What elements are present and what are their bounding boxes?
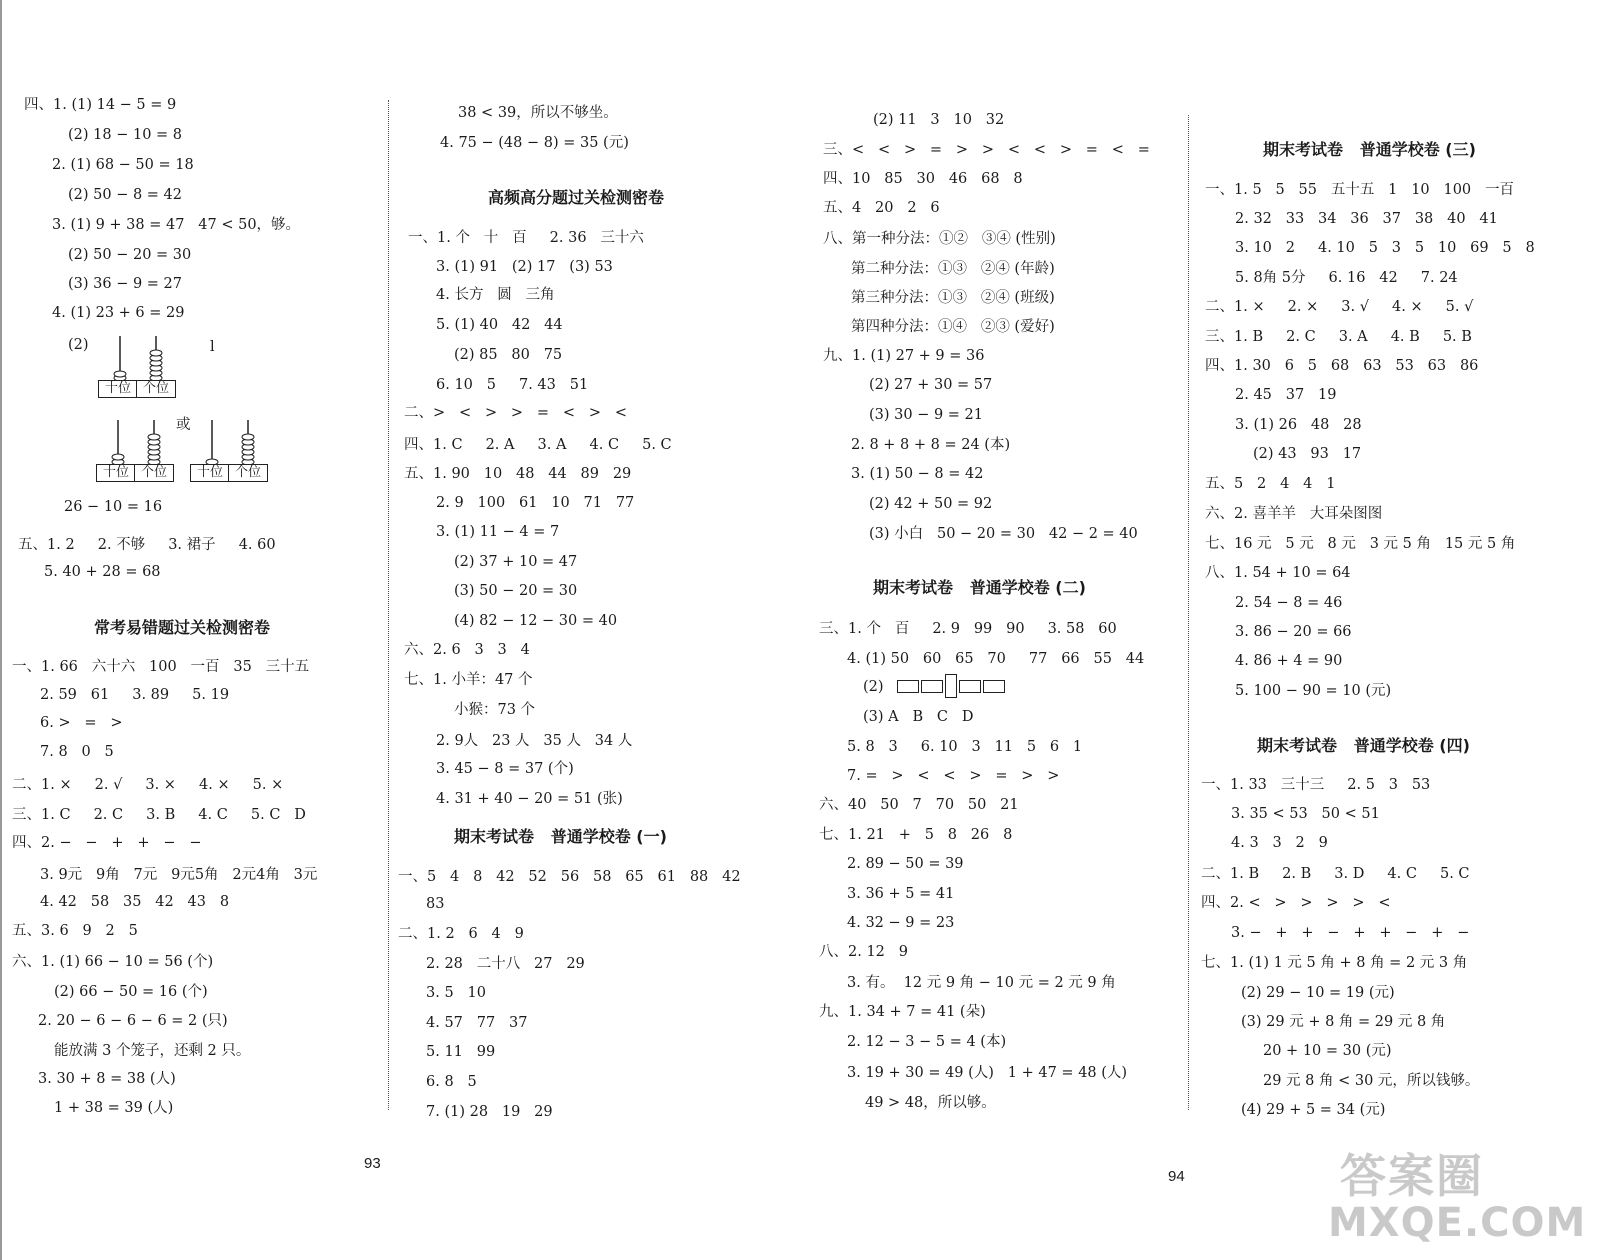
- column-4: [1168, 0, 1595, 1260]
- answer-line: 2. 45 37 19: [1235, 387, 1337, 403]
- answer-line: (2) 29 − 10 = 19 (元): [1241, 985, 1395, 1001]
- answer-line: 3. 9元 9角 7元 9元5角 2元4角 3元: [40, 867, 318, 883]
- answer-line: 五、1. 2 2. 不够 3. 裙子 4. 60: [18, 537, 276, 553]
- answer-line: 五、1. 90 10 48 44 89 29: [404, 466, 632, 482]
- answer-line: 4. 31 + 40 − 20 = 51 (张): [436, 791, 623, 807]
- answer-line: 3. 45 − 8 = 37 (个): [436, 761, 574, 777]
- answer-line: 八、1. 54 + 10 = 64: [1205, 565, 1351, 581]
- answer-line: 一、1. 66 六十六 100 一百 35 三十五: [12, 659, 310, 675]
- answer-line: 三、1. C 2. C 3. B 4. C 5. C D: [12, 807, 306, 823]
- answer-line: 4. (1) 23 + 6 = 29: [52, 305, 185, 321]
- answer-line: 26 − 10 = 16: [64, 499, 163, 515]
- answer-line: 29 元 8 角 < 30 元，所以钱够。: [1263, 1073, 1480, 1089]
- answer-line: (2) 50 − 8 = 42: [68, 187, 183, 203]
- answer-line: 二、> < > > = < > <: [404, 405, 627, 421]
- shape-sequence: [897, 674, 1007, 698]
- answer-line: (3) 30 − 9 = 21: [869, 407, 984, 423]
- answer-line: (4) 82 − 12 − 30 = 40: [454, 613, 618, 629]
- answer-line: 六、40 50 7 70 50 21: [819, 797, 1019, 813]
- answer-line: 一、5 4 8 42 52 56 58 65 61 88 42: [398, 869, 741, 885]
- answer-line: 5. 40 + 28 = 68: [44, 564, 161, 580]
- answer-line: (3) A B C D: [863, 709, 974, 725]
- answer-line: 3. (1) 26 48 28: [1235, 417, 1362, 433]
- answer-line: 第二种分法：①③ ②④ (年龄): [851, 261, 1055, 277]
- answer-line: 第三种分法：①③ ②④ (班级): [851, 290, 1055, 306]
- answer-line: 2. (1) 68 − 50 = 18: [52, 157, 194, 173]
- answer-line: 3. 5 10: [426, 985, 486, 1001]
- answer-line: (2) 50 − 20 = 30: [68, 247, 192, 263]
- answer-line: 2. 89 − 50 = 39: [847, 856, 964, 872]
- answer-line: 四、1. (1) 14 − 5 = 9: [24, 97, 177, 113]
- answer-line: 4. 长方 圆 三角: [436, 287, 555, 303]
- answer-line: (2) 85 80 75: [454, 347, 563, 363]
- answer-line: 4. (1) 50 60 65 70 77 66 55 44: [847, 651, 1145, 667]
- abacus-diagram: [98, 334, 178, 400]
- rectangle-shape: [983, 680, 1005, 693]
- answer-line: 3. (1) 50 − 8 = 42: [851, 466, 984, 482]
- answer-line: 3. (1) 11 − 4 = 7: [436, 524, 560, 540]
- or-label: 或: [176, 417, 191, 433]
- answer-line: 四、10 85 30 46 68 8: [823, 171, 1023, 187]
- answer-line: (3) 小白 50 − 20 = 30 42 − 2 = 40: [869, 526, 1138, 542]
- answer-line: 4. 86 + 4 = 90: [1235, 653, 1343, 669]
- tall-rectangle-shape: [945, 674, 957, 698]
- answer-line: 四、2. < > > > > <: [1201, 895, 1391, 911]
- tens-label: 十位: [98, 380, 138, 398]
- answer-line: 4. 3 3 2 9: [1231, 835, 1328, 851]
- section-heading: 期末考试卷 普通学校卷 (一): [454, 827, 667, 846]
- answer-line: 四、2. − − + + − −: [12, 835, 202, 851]
- answer-line: 2. 12 − 3 − 5 = 4 (本): [847, 1034, 1007, 1050]
- answer-line: 3. 36 + 5 = 41: [847, 886, 955, 902]
- answer-line: 二、1. B 2. B 3. D 4. C 5. C: [1201, 866, 1470, 882]
- column-3: [815, 0, 1190, 1260]
- answer-line: 3. − + + − + + − + −: [1231, 925, 1470, 941]
- answer-line: (4) 29 + 5 = 34 (元): [1241, 1102, 1386, 1118]
- answer-line: 7. = > < < > = > >: [847, 768, 1060, 784]
- answer-line: 4. 75 − (48 − 8) = 35 (元): [440, 135, 629, 151]
- answer-line: (2) 27 + 30 = 57: [869, 377, 993, 393]
- answer-line: 小猴：73 个: [454, 702, 536, 718]
- answer-line: 第四种分法：①④ ②③ (爱好): [851, 319, 1055, 335]
- answer-line: 四、1. 30 6 5 68 63 53 63 86: [1205, 358, 1479, 374]
- answer-line: 三、1. 个 百 2. 9 99 90 3. 58 60: [819, 621, 1117, 637]
- answer-line: l: [210, 339, 215, 355]
- answer-line: (2): [68, 337, 89, 353]
- answer-line: 7. 8 0 5: [40, 744, 114, 760]
- answer-line: 4. 32 − 9 = 23: [847, 915, 955, 931]
- tens-label: 十位: [96, 464, 136, 482]
- rectangle-shape: [897, 680, 919, 693]
- section-heading: 常考易错题过关检测密卷: [94, 618, 271, 637]
- answer-line: (3) 50 − 20 = 30: [454, 583, 578, 599]
- answer-line: 三、< < > = > > < < > = < =: [823, 142, 1150, 158]
- answer-line: 七、1. (1) 1 元 5 角 + 8 角 = 2 元 3 角: [1201, 955, 1468, 971]
- answer-line: 能放满 3 个笼子，还剩 2 只。: [54, 1043, 251, 1059]
- answer-line: 2. 20 − 6 − 6 − 6 = 2 (只): [38, 1013, 228, 1029]
- answer-line: 2. 9人 23 人 35 人 34 人: [436, 733, 633, 749]
- answer-line: 6. 10 5 7. 43 51: [436, 377, 589, 393]
- abacus-diagram: [96, 418, 176, 484]
- answer-line: (2): [863, 679, 884, 695]
- ones-label: 个位: [136, 380, 176, 398]
- answer-line: 7. (1) 28 19 29: [426, 1104, 553, 1120]
- answer-line: 3. (1) 91 (2) 17 (3) 53: [436, 259, 613, 275]
- answer-line: 2. 9 100 61 10 71 77: [436, 495, 635, 511]
- column-1: [0, 0, 390, 1260]
- rectangle-shape: [921, 680, 943, 693]
- answer-line: 2. 59 61 3. 89 5. 19: [40, 687, 230, 703]
- answer-line: 五、4 20 2 6: [823, 200, 940, 216]
- watermark-logo: 答案圈: [1340, 1149, 1484, 1203]
- tens-label: 十位: [190, 464, 230, 482]
- answer-line: 2. 8 + 8 + 8 = 24 (本): [851, 437, 1011, 453]
- answer-line: 七、1. 小羊：47 个: [404, 672, 533, 688]
- section-heading: 期末考试卷 普通学校卷 (二): [873, 578, 1086, 597]
- answer-line: 5. 8角 5分 6. 16 42 7. 24: [1235, 270, 1458, 286]
- answer-line: 三、1. B 2. C 3. A 4. B 5. B: [1205, 329, 1472, 345]
- answer-line: (2) 37 + 10 = 47: [454, 554, 578, 570]
- answer-line: (2) 11 3 10 32: [873, 112, 1005, 128]
- answer-line: 2. 54 − 8 = 46: [1235, 595, 1343, 611]
- answer-line: 八、第一种分法：①② ③④ (性别): [823, 231, 1056, 247]
- answer-line: 83: [426, 896, 445, 912]
- answer-line: 九、1. (1) 27 + 9 = 36: [823, 348, 985, 364]
- page-number: 94: [1168, 1168, 1185, 1185]
- rectangle-shape: [959, 680, 981, 693]
- answer-line: (2) 66 − 50 = 16 (个): [54, 984, 208, 1000]
- answer-line: 3. 86 − 20 = 66: [1235, 624, 1352, 640]
- answer-line: 5. (1) 40 42 44: [436, 317, 563, 333]
- column-divider: [1188, 115, 1189, 1110]
- column-2: [364, 0, 822, 1260]
- answer-line: 3. 19 + 30 = 49 (人) 1 + 47 = 48 (人): [847, 1065, 1128, 1081]
- answer-line: 6. > = >: [40, 715, 123, 731]
- answer-line: (2) 43 93 17: [1253, 446, 1362, 462]
- answer-line: 七、1. 21 + 5 8 26 8: [819, 827, 1013, 843]
- answer-line: 49 > 48，所以够。: [865, 1095, 996, 1111]
- section-heading: 期末考试卷 普通学校卷 (三): [1263, 140, 1476, 159]
- answer-line: 六、2. 喜羊羊 大耳朵图图: [1205, 506, 1383, 522]
- answer-line: 二、1. × 2. × 3. √ 4. × 5. √: [1205, 299, 1474, 315]
- ones-label: 个位: [228, 464, 268, 482]
- answer-line: 一、1. 33 三十三 2. 5 3 53: [1201, 777, 1431, 793]
- answer-line: 八、2. 12 9: [819, 944, 908, 960]
- watermark-url: MXQE.COM: [1328, 1200, 1587, 1246]
- answer-line: (2) 42 + 50 = 92: [869, 496, 993, 512]
- section-heading: 期末考试卷 普通学校卷 (四): [1257, 736, 1470, 755]
- answer-line: 38 < 39，所以不够坐。: [458, 105, 618, 121]
- answer-line: (3) 36 − 9 = 27: [68, 276, 183, 292]
- answer-line: 五、5 2 4 4 1: [1205, 476, 1336, 492]
- answer-line: 6. 8 5: [426, 1074, 477, 1090]
- answer-line: 3. 35 < 53 50 < 51: [1231, 806, 1380, 822]
- answer-line: 2. 28 二十八 27 29: [426, 956, 585, 972]
- answer-line: 五、3. 6 9 2 5: [12, 923, 138, 939]
- answer-line: 一、1. 个 十 百 2. 36 三十六: [408, 230, 644, 246]
- answer-line: 5. 8 3 6. 10 3 11 5 6 1: [847, 739, 1083, 755]
- answer-line: 5. 100 − 90 = 10 (元): [1235, 683, 1392, 699]
- abacus-diagram: [190, 418, 270, 484]
- answer-line: 3. 10 2 4. 10 5 3 5 10 69 5 8: [1235, 240, 1535, 256]
- answer-line: 3. 30 + 8 = 38 (人): [38, 1071, 176, 1087]
- answer-line: (3) 29 元 + 8 角 = 29 元 8 角: [1241, 1014, 1446, 1030]
- answer-line: 一、1. 5 5 55 五十五 1 10 100 一百: [1205, 182, 1514, 198]
- answer-line: 3. (1) 9 + 38 = 47 47 < 50，够。: [52, 217, 301, 233]
- column-divider: [388, 100, 389, 1110]
- page-number: 93: [364, 1155, 381, 1172]
- answer-line: 1 + 38 = 39 (人): [54, 1100, 174, 1116]
- answer-line: 六、1. (1) 66 − 10 = 56 (个): [12, 954, 214, 970]
- answer-line: 4. 42 58 35 42 43 8: [40, 894, 230, 910]
- answer-line: 5. 11 99: [426, 1044, 496, 1060]
- ones-label: 个位: [134, 464, 174, 482]
- answer-line: 3. 有。 12 元 9 角 − 10 元 = 2 元 9 角: [847, 975, 1116, 991]
- answer-line: 2. 32 33 34 36 37 38 40 41: [1235, 211, 1498, 227]
- section-heading: 高频高分题过关检测密卷: [488, 188, 665, 207]
- answer-line: 二、1. × 2. √ 3. × 4. × 5. ×: [12, 777, 284, 793]
- answer-line: 九、1. 34 + 7 = 41 (朵): [819, 1004, 986, 1020]
- answer-line: (2) 18 − 10 = 8: [68, 127, 183, 143]
- answer-line: 六、2. 6 3 3 4: [404, 642, 530, 658]
- answer-line: 4. 57 77 37: [426, 1015, 528, 1031]
- answer-line: 四、1. C 2. A 3. A 4. C 5. C: [404, 437, 672, 453]
- answer-line: 20 + 10 = 30 (元): [1263, 1043, 1392, 1059]
- answer-line: 二、1. 2 6 4 9: [398, 926, 524, 942]
- answer-line: 七、16 元 5 元 8 元 3 元 5 角 15 元 5 角: [1205, 536, 1516, 552]
